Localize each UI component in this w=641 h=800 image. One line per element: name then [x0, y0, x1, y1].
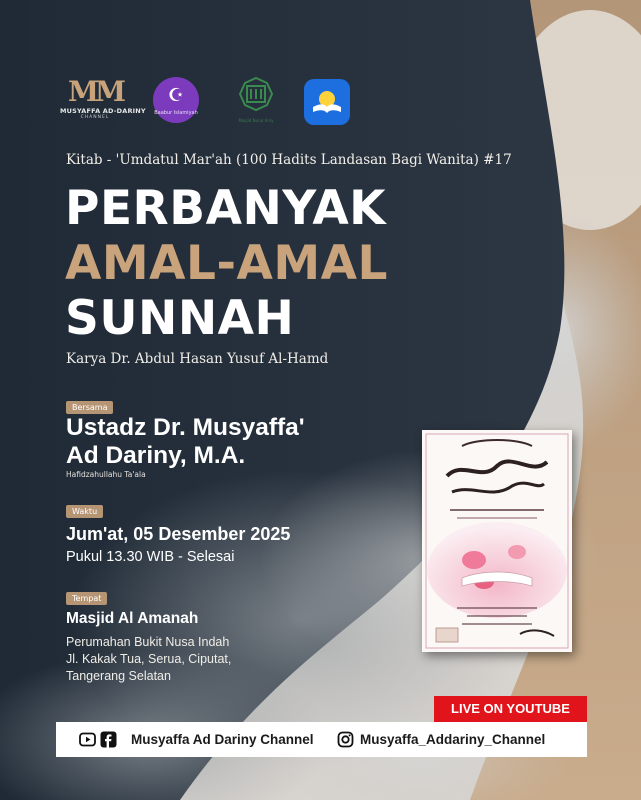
kitab-subtitle: Kitab - 'Umdatul Mar'ah (100 Hadits Landasan Bagi Wanita) #17 [66, 152, 512, 168]
mad-monogram-icon: MM [68, 75, 122, 108]
speaker-honorific: Hafidzahullahu Ta'ala [66, 470, 146, 479]
address-line-1: Perumahan Bukit Nusa Indah [66, 635, 230, 649]
waktu-tag: Waktu [66, 505, 103, 518]
event-date: Jum'at, 05 Desember 2025 [66, 524, 291, 544]
baabur-islamiyah-logo [153, 77, 199, 123]
youtube-icon[interactable] [79, 731, 96, 748]
crescent-icon: ☪ [167, 85, 185, 106]
masjid-logo [228, 77, 284, 125]
musyaffa-logo-text: MUSYAFFA AD-DARINY [60, 107, 146, 115]
instagram-icon[interactable] [337, 731, 354, 748]
app-logo [304, 79, 350, 125]
address-line-3: Tangerang Selatan [66, 669, 171, 683]
instagram-username[interactable]: Musyaffa_Addariny_Channel [360, 732, 546, 747]
speaker-name-line-1: Ustadz Dr. Musyaffa' [66, 414, 305, 441]
tempat-tag: Tempat [66, 592, 107, 605]
youtube-channel-name[interactable]: Musyaffa Ad Dariny Channel [131, 732, 314, 747]
book-cover-artwork [422, 430, 572, 652]
facebook-icon[interactable] [100, 731, 117, 748]
title-line-3: SUNNAH [65, 291, 295, 346]
event-time: Pukul 13.30 WIB - Selesai [66, 549, 235, 565]
sponsor-logos [60, 77, 360, 127]
book-cover-image [422, 430, 572, 652]
speaker-name-line-2: Ad Dariny, M.A. [66, 442, 246, 469]
open-book-icon [304, 79, 350, 125]
mosque-calligraphy-icon [228, 77, 284, 117]
live-on-youtube-badge: LIVE ON YOUTUBE [434, 696, 587, 722]
musyaffa-logo-subtext: CHANNEL [80, 115, 110, 120]
author-credit: Karya Dr. Abdul Hasan Yusuf Al-Hamd [66, 351, 329, 367]
title-line-1: PERBANYAK [65, 181, 387, 236]
bersama-tag: Bersama [66, 401, 113, 414]
green-logo-text: Masjid Nurul Arsy [238, 118, 274, 123]
circle-logo-text: Baabur Islamiyah [154, 110, 198, 116]
musyaffa-channel-logo [60, 75, 146, 120]
address-line-2: Jl. Kakak Tua, Serua, Ciputat, [66, 652, 232, 666]
venue-name: Masjid Al Amanah [66, 610, 199, 627]
title-line-2: AMAL-AMAL [65, 236, 388, 291]
